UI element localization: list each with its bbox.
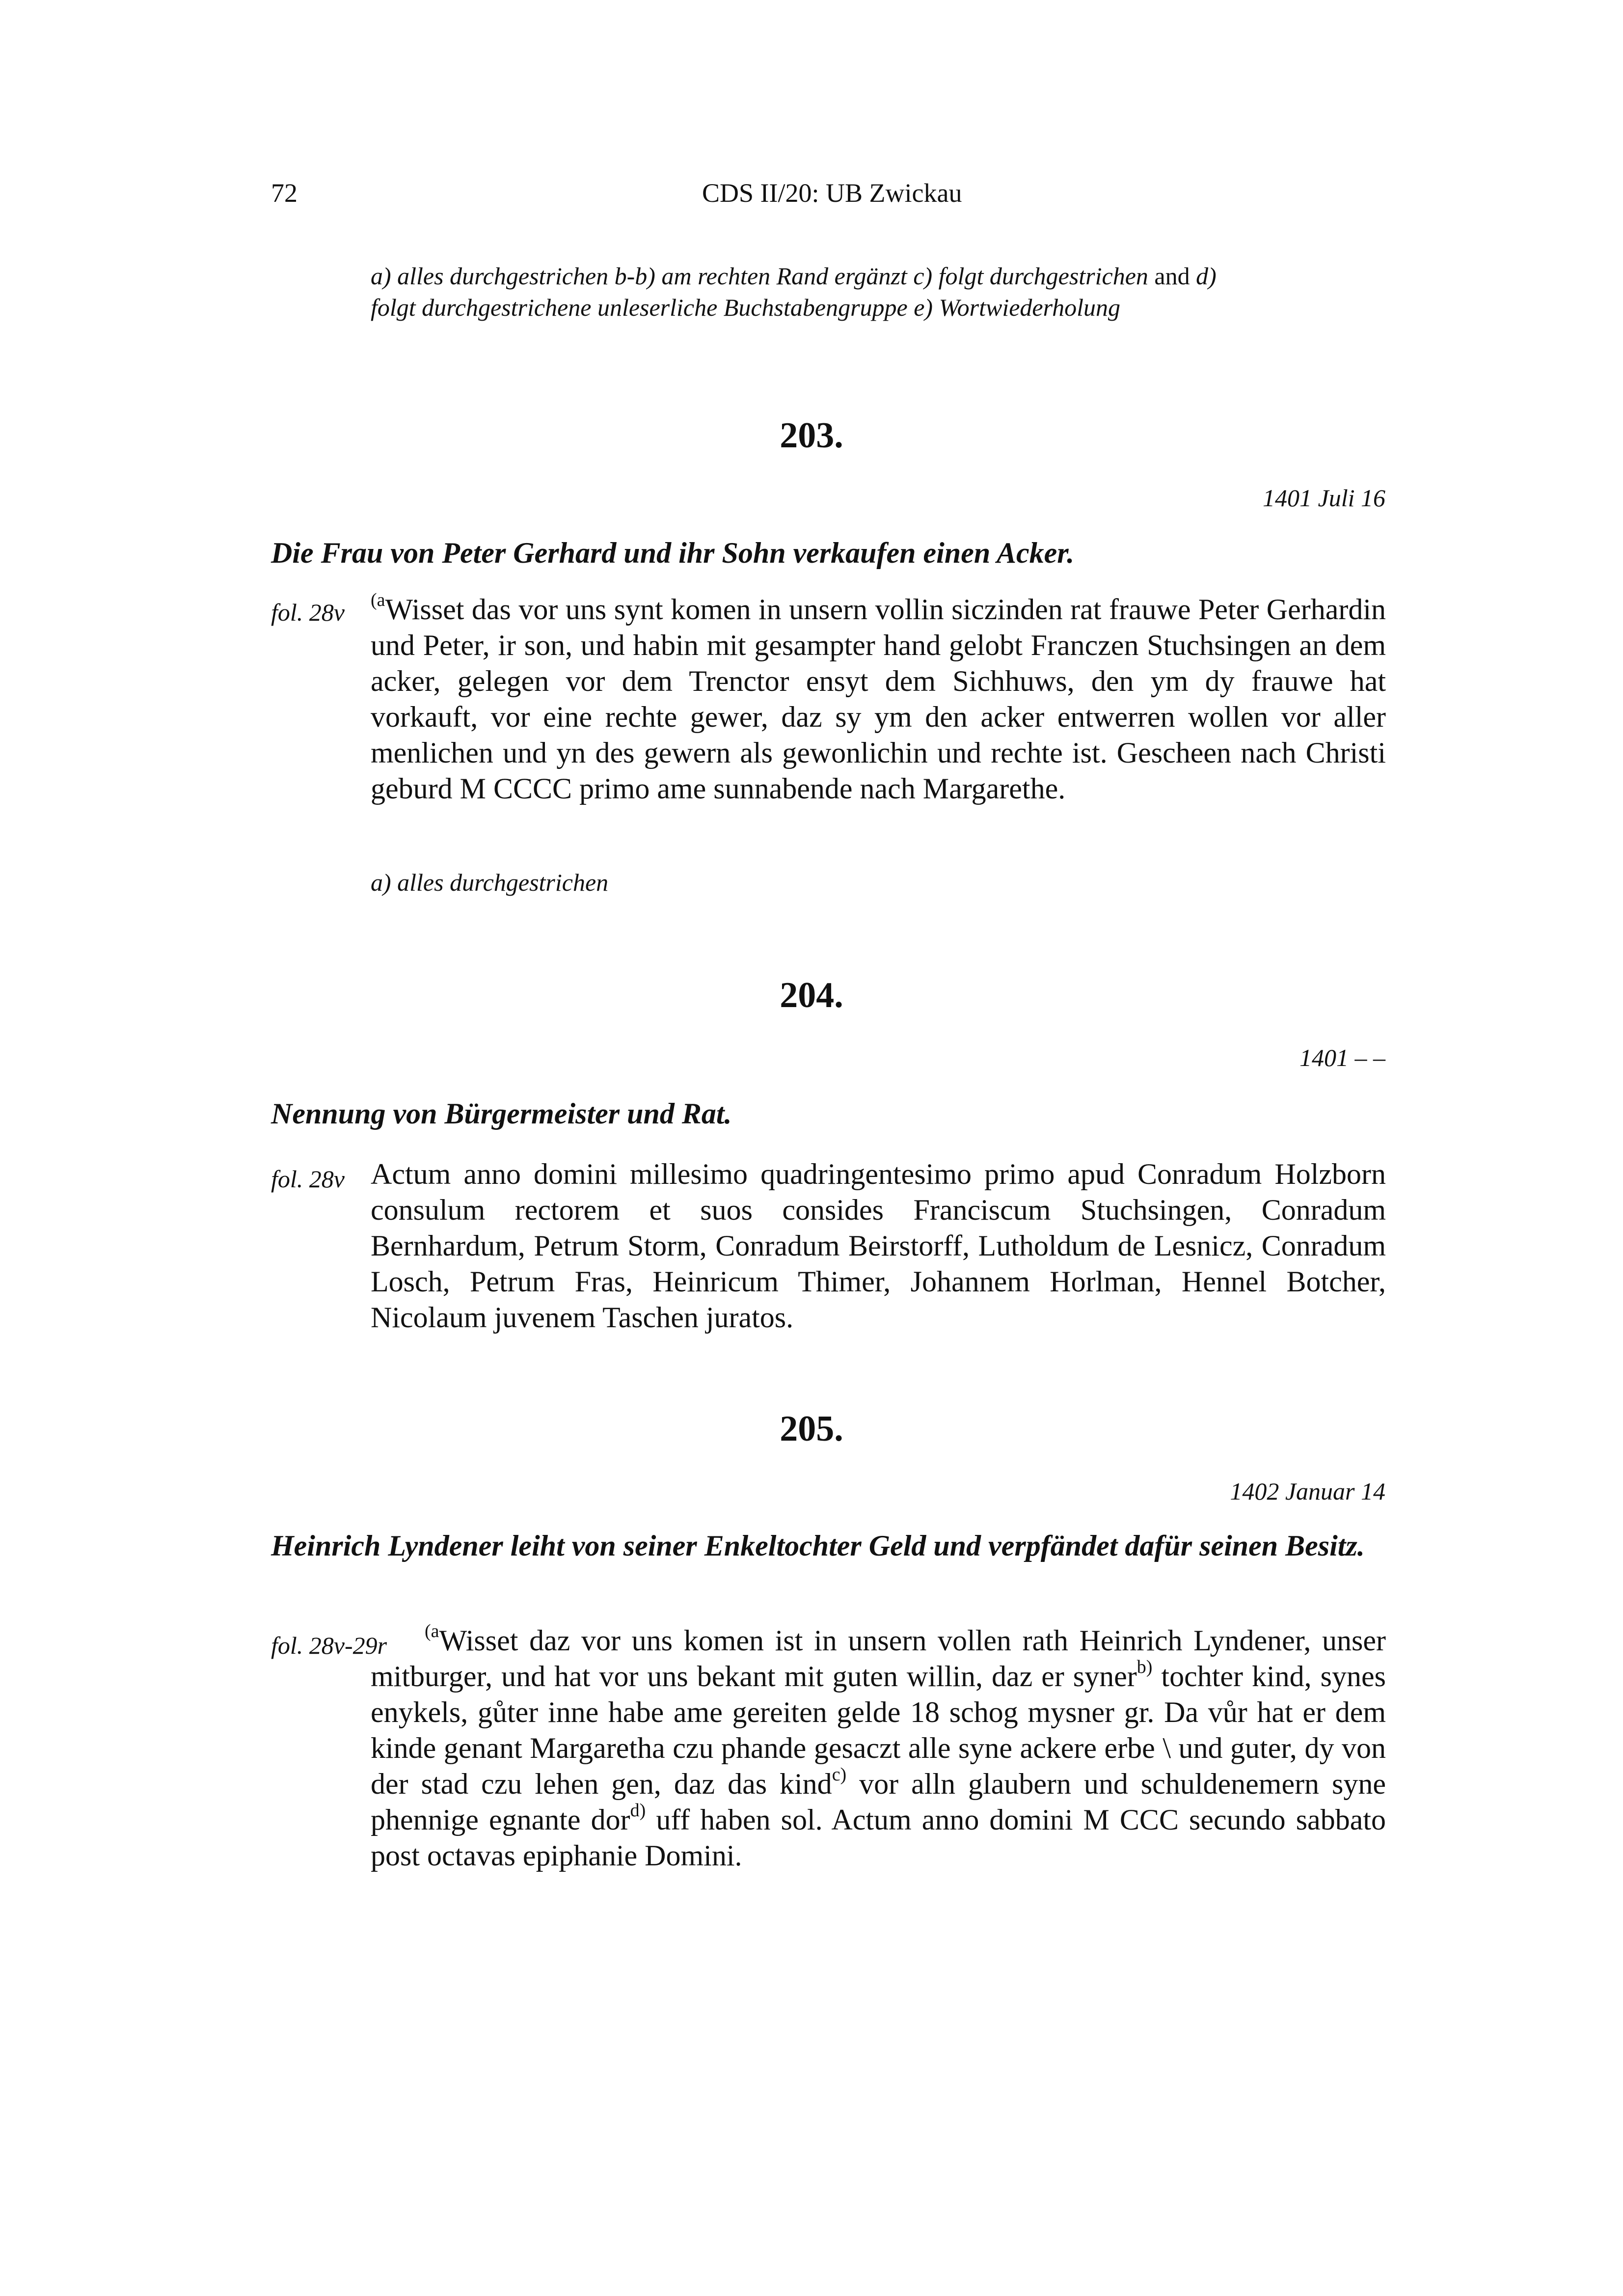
folio-205: fol. 28v-29r [271,1632,387,1659]
footnote-mark-c: c) [832,1764,847,1785]
entry-text-203-content: Wisset das vor uns synt komen in unsern vollin siczinden rat frauwe Peter Gerhardin und Peter, ir son, und habin mit gesampter hand gelobt Franczen Stuchsingen an dem acker, gelegen vor dem Trenctor ensyt dem Sichhuws, den ym dy frauwe hat vorkauft, vor eine rechte gewer, daz sy ym den acker entwerren wollen vor aller menlichen und yn des gewern als gewonlichin und rechte ist. Gescheen nach Christi geburd M CCCC primo ame sunnabende nach Margarethe. [371,593,1386,805]
top-footnote-word: and [1154,262,1190,290]
entry-text-205-part3: vor alln glaubern und schuldenemern syne phennige egnante dor [371,1768,1386,1836]
entry-date-204: 1401 – – [1299,1044,1385,1071]
top-footnote-line2: folgt durchgestrichene unleserliche Buchstabengruppe e) Wortwiederholung [371,294,1121,321]
footnote-mark-d: d) [630,1800,646,1821]
running-title: CDS II/20: UB Zwickau [702,178,962,208]
footnote-mark-a: (a [371,590,385,610]
top-footnotes [371,260,1377,323]
entry-number-205: 205. [780,1409,843,1449]
entry-title-205: Heinrich Lyndener leiht von seiner Enkeltochter Geld und verpfändet dafür seinen Besitz. [271,1530,1365,1562]
folio-203: fol. 28v [271,599,345,626]
entry-text-204: Actum anno domini millesimo quadringentesimo primo apud Conradum Holzborn consulum rectorem et suos consides Franciscum Stuchsingen, Conradum Bernhardum, Petrum Storm, Conradum Beirstorff, Lutholdum de Lesnicz, Conradum Losch, Petrum Fras, Heinricum Thimer, Johannem Horlman, Hennel Botcher, Nicolaum juvenem Taschen juratos. [371,1158,1386,1334]
entry-date-203: 1401 Juli 16 [1263,484,1385,512]
footnote-mark-b: b) [1136,1657,1153,1677]
entry-text-205 [371,1623,1386,1874]
entry-note-203: a) alles durchgestrichen [371,869,609,896]
top-footnote-line1b: d) [1190,262,1217,290]
entry-title-204: Nennung von Bürgermeister und Rat. [271,1097,732,1130]
entry-text-205-part2: tochter kind, synes enykels, gůter inne habe ame gereiten gelde 18 schog mysner gr. Da vůr hat er dem kinde genant Margaretha czu phande gesaczt alle syne ackere erbe \ und guter, dy von der stad czu lehen gen, daz das kind [371,1660,1386,1800]
entry-text-203 [371,592,1386,807]
entry-number-203: 203. [780,415,843,456]
entry-text-205-part1: Wisset daz vor uns komen ist in unsern vollen rath Heinrich Lyndener, unser mitburger, und hat vor uns bekant mit guten willin, daz er syner [371,1624,1386,1693]
page-number: 72 [271,178,298,208]
footnote-mark-a: (a [425,1621,439,1641]
entry-date-205: 1402 Januar 14 [1230,1477,1385,1505]
entry-text-205-part4: uff haben sol. Actum anno domini M CCC secundo sabbato post octavas epiphanie Domini. [371,1804,1386,1872]
folio-204: fol. 28v [271,1165,345,1193]
entry-number-204: 204. [780,975,843,1015]
top-footnote-line1a: a) alles durchgestrichen b-b) am rechten Rand ergänzt c) folgt durchgestrichen [371,262,1155,290]
entry-title-203: Die Frau von Peter Gerhard und ihr Sohn verkaufen einen Acker. [271,537,1075,569]
